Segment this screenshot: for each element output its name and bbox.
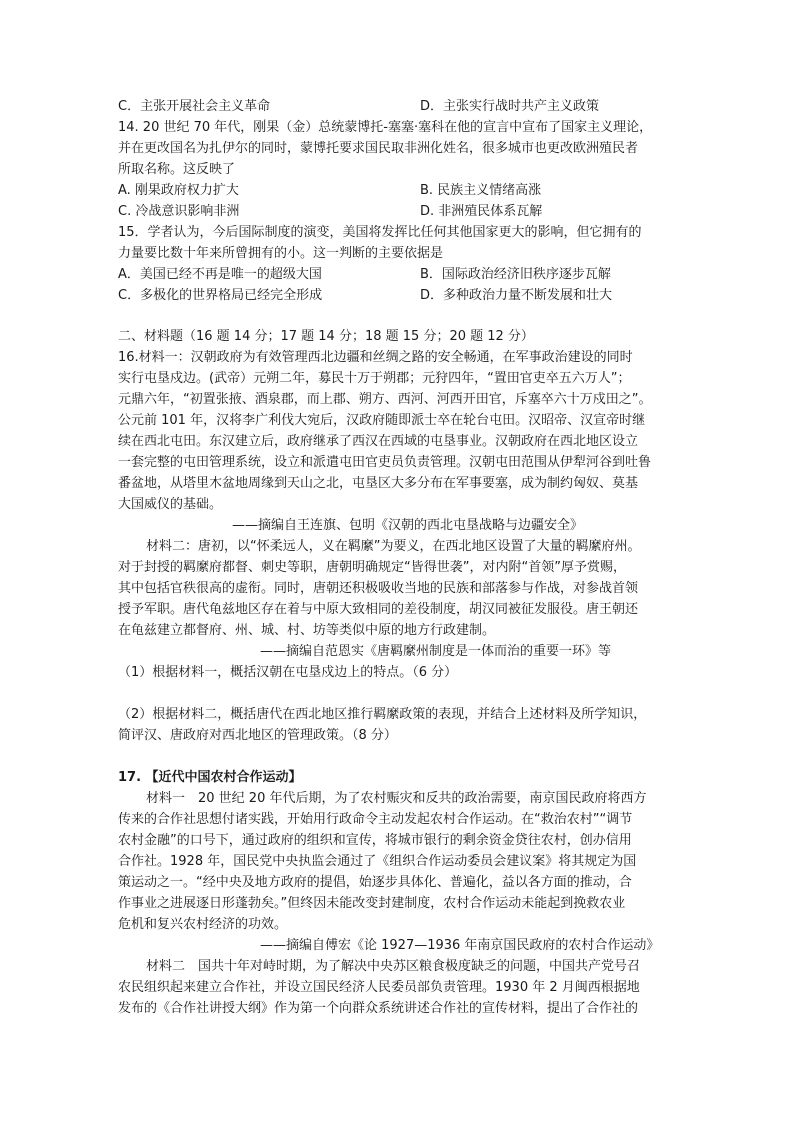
q16-material-two: 在龟兹建立都督府、州、城、村、坊等类似中原的地方行政建制。: [118, 623, 496, 638]
q17-material-two: 发布的《合作社讲授大纲》作为第一个向群众系统讲述合作社的宣传材料，提出了合作社的: [118, 1001, 639, 1016]
q16-material-two: 授予军职。唐代龟兹地区存在着与中原大致相同的差役制度，胡汉同被征发服役。唐王朝还: [118, 602, 639, 617]
q16-material-one: 元鼎六年，“初置张掖、酒泉郡，而上郡、朔方、西河、河西开田官，斥塞卒六十万戍田之”。: [118, 392, 652, 407]
q17-material-one: 农村金融”的口号下，通过政府的组织和宣传，将城市银行的剩余资金贷往农村，创办信用: [118, 833, 632, 848]
q17-material-two: 材料二 国共十年对峙时期，为了解决中央苏区粮食极度缺乏的问题，中国共产党号召: [146, 959, 641, 974]
q16-subquestion-2: 简评汉、唐政府对西北地区的管理政策。（8 分）: [118, 728, 397, 743]
q15-stem: 15．学者认为，今后国际制度的演变，美国将发挥比任何其他国家更大的影响，但它拥有的: [118, 225, 642, 240]
q15-option-a: A．美国已经不再是唯一的超级大国: [118, 267, 322, 282]
q14-option-d: D. 非洲殖民体系瓦解: [420, 204, 543, 219]
q16-material-one: 一套完整的屯田管理系统，设立和派遣屯田官吏员负责管理。汉朝屯田范围从伊犁河谷到吐鲁: [118, 455, 652, 470]
q16-material-one: 大国威仪的基础。: [118, 497, 223, 512]
q16-material-two: 其中包括官秩很高的虚衔。同时，唐朝还积极吸收当地的民族和部落参与作战，对参战首领: [118, 581, 639, 596]
q16-material-one: 公元前 101 年，汉将李广利伐大宛后，汉政府随即派士卒在轮台屯田。汉昭帝、汉宣帝时继: [118, 413, 646, 428]
q17-material-one: 材料一 20 世纪 20 年代后期，为了农村赈灾和反共的政治需要，南京国民政府将西方: [146, 791, 647, 806]
q13-option-d: D．主张实行战时共产主义政策: [420, 99, 600, 114]
q16-material-one: 16.材料一：汉朝政府为有效管理西北边疆和丝绸之路的安全畅通，在军事政治建设的同时: [118, 350, 633, 365]
q16-material-one: 实行屯垦戍边。(武帝）元朔二年，募民十万于朔郡；元狩四年，“置田官吏卒五六万人”；: [118, 371, 631, 386]
q14-option-a: A. 刚果政府权力扩大: [118, 183, 239, 198]
q17-material-two: 农民组织起来建立合作社，并设立国民经济人民委员部负责管理。1930 年 2 月闽西根据地: [118, 980, 640, 995]
q17-material-one: 合作社。1928 年，国民党中央执监会通过了《组织合作运动委员会建议案》将其规定为国: [118, 854, 637, 869]
q17-material-one: 传来的合作社思想付诸实践，开始用行政命令主动发起农村合作运动。在“救治农村”“调节: [118, 812, 633, 827]
q13-option-c: C．主张开展社会主义革命: [118, 99, 271, 114]
q15-option-c: C．多极化的世界格局已经完全形成: [118, 288, 323, 303]
q16-subquestion-1: （1）根据材料一，概括汉朝在屯垦戍边上的特点。（6 分）: [118, 665, 458, 680]
q16-material-one-source: ——摘编自王连旗、包明《汉朝的西北屯垦战略与边疆安全》: [232, 518, 584, 533]
q17-material-one: 策运动之一。“经中央及地方政府的提倡，始逐步具体化、普遍化，益以各方面的推动，合: [118, 875, 632, 890]
q17-title: 17. 【近代中国农村合作运动】: [118, 770, 302, 785]
q16-material-two-source: ——摘编自范恩实《唐羁縻州制度是一体而治的重要一环》等: [260, 644, 612, 659]
q16-material-two: 材料二：唐初，以“怀柔远人，义在羁縻”为要义，在西北地区设置了大量的羁縻府州。: [146, 539, 641, 554]
q17-material-one: 作事业之进展逐日形蓬勃矣。”但终因未能改变封建制度，农村合作运动未能起到挽救农业: [118, 896, 626, 911]
q15-option-d: D．多种政治力量不断发展和壮大: [420, 288, 613, 303]
q14-stem: 14. 20 世纪 70 年代，刚果（金）总统蒙博托-塞塞·塞科在他的宣言中宣布了国家主义理论，: [118, 120, 653, 135]
q14-option-c: C. 冷战意识影响非洲: [118, 204, 240, 219]
q16-subquestion-2: （2）根据材料二，概括唐代在西北地区推行羁縻政策的表现，并结合上述材料及所学知识，: [118, 707, 647, 722]
section-heading: 二、材料题（16 题 14 分；17 题 14 分；18 题 15 分；20 题 12 分）: [118, 329, 534, 344]
q17-material-one-source: ——摘编自傅宏《论 1927—1936 年南京国民政府的农村合作运动》: [260, 938, 660, 953]
q14-stem: 所取名称。这反映了: [118, 162, 236, 177]
q16-material-one: 番盆地，从塔里木盆地周缘到天山之北，屯垦区大多分布在军事要塞，成为制约匈奴、莫基: [118, 476, 639, 491]
q14-stem: 并在更改国名为扎伊尔的同时，蒙博托要求国民取非洲化姓名，很多城市也更改欧洲殖民者: [118, 141, 639, 156]
q16-material-two: 对于封授的羁縻府都督、刺史等职，唐朝明确规定“皆得世袭”，对内附“首领”厚予赏赐，: [118, 560, 626, 575]
q16-material-one: 续在西北屯田。东汉建立后，政府继承了西汉在西域的屯垦事业。汉朝政府在西北地区设立: [118, 434, 639, 449]
q15-stem: 力量要比数十年来所曾拥有的小。这一判断的主要依据是: [118, 246, 444, 261]
q15-option-b: B．国际政治经济旧秩序逐步瓦解: [420, 267, 611, 282]
q17-material-one: 危机和复兴农村经济的功效。: [118, 917, 288, 932]
q14-option-b: B. 民族主义情绪高涨: [420, 183, 542, 198]
